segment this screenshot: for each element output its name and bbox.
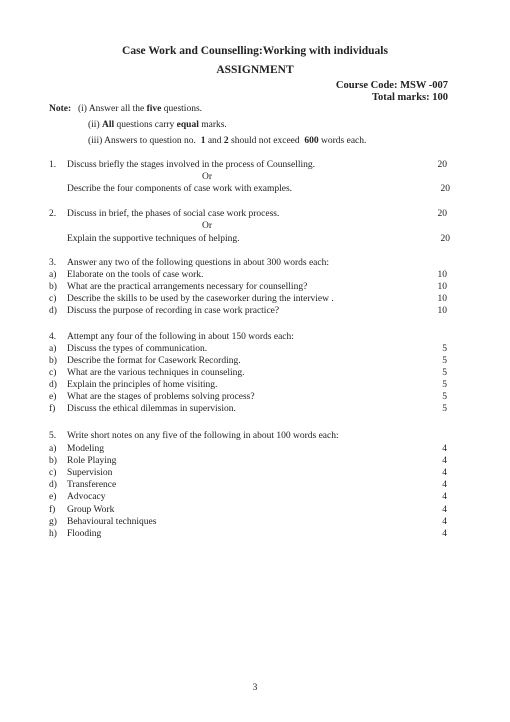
item-marks: 10	[437, 282, 447, 292]
item-label: f)	[49, 404, 56, 414]
item-text: Supervision	[67, 468, 113, 478]
item-marks: 4	[442, 456, 447, 466]
item-text: What are the practical arrangements necessary for counselling?	[67, 282, 308, 292]
question-number: 2.	[49, 209, 57, 219]
question-text: Discuss briefly the stages involved in the process of Counselling.	[67, 160, 316, 170]
item-marks: 4	[442, 444, 447, 454]
item-label: a)	[49, 344, 57, 354]
assignment-heading: ASSIGNMENT	[216, 64, 294, 76]
item-marks: 10	[437, 306, 447, 316]
item-marks: 10	[437, 270, 447, 280]
question-alternative-text: Describe the four components of case work with examples.	[67, 184, 293, 194]
note-line-1: (i) Answer all the five questions.	[78, 104, 203, 114]
item-label: a)	[49, 270, 57, 280]
item-text: What are the various techniques in counseling.	[67, 368, 245, 378]
or-separator: Or	[202, 221, 213, 231]
item-text: Role Playing	[67, 456, 117, 466]
question-text: Discuss in brief, the phases of social case work process.	[67, 209, 280, 219]
item-marks: 5	[442, 404, 447, 414]
item-marks: 5	[442, 356, 447, 366]
item-label: c)	[49, 368, 57, 378]
item-marks: 5	[442, 380, 447, 390]
item-text: Discuss the purpose of recording in case work practice?	[67, 306, 280, 316]
question-marks: 20	[437, 160, 447, 170]
item-label: b)	[49, 456, 57, 466]
or-separator: Or	[202, 172, 213, 182]
item-label: b)	[49, 356, 57, 366]
question-text: Write short notes on any five of the following in about 100 words each:	[67, 431, 339, 441]
question-text: Attempt any four of the following in about 150 words each:	[67, 332, 294, 342]
question-number: 3.	[49, 258, 57, 268]
item-label: d)	[49, 380, 57, 390]
question-text: Answer any two of the following questions in about 300 words each:	[67, 258, 329, 268]
question-number: 1.	[49, 160, 57, 170]
item-marks: 4	[442, 480, 447, 490]
item-marks: 4	[442, 468, 447, 478]
document-title: Case Work and Counselling:Working with individuals	[122, 45, 388, 57]
item-label: c)	[49, 294, 57, 304]
item-label: h)	[49, 529, 57, 539]
item-text: Elaborate on the tools of case work.	[67, 270, 204, 280]
item-marks: 4	[442, 517, 447, 527]
question-marks: 20	[437, 209, 447, 219]
item-label: f)	[49, 505, 56, 515]
item-text: Flooding	[67, 529, 102, 539]
question-alternative-marks: 20	[440, 184, 450, 194]
item-text: Behavioural techniques	[67, 517, 157, 527]
item-label: d)	[49, 480, 57, 490]
item-text: Transference	[67, 480, 117, 490]
item-marks: 5	[442, 368, 447, 378]
item-text: Describe the skills to be used by the caseworker during the interview .	[67, 294, 334, 304]
item-marks: 10	[437, 294, 447, 304]
item-marks: 4	[442, 505, 447, 515]
item-label: b)	[49, 282, 57, 292]
item-text: Modeling	[67, 444, 104, 454]
course-code: Course Code: MSW -007	[335, 80, 448, 91]
item-label: c)	[49, 468, 57, 478]
item-marks: 4	[442, 529, 447, 539]
item-text: Discuss the ethical dilemmas in supervision.	[67, 404, 236, 414]
page-number: 3	[252, 683, 258, 693]
item-text: Advocacy	[67, 492, 106, 502]
item-marks: 5	[442, 344, 447, 354]
note-label: Note:	[49, 104, 72, 114]
item-label: d)	[49, 306, 57, 316]
item-text: Group Work	[67, 505, 115, 515]
item-marks: 5	[442, 392, 447, 402]
item-label: a)	[49, 444, 57, 454]
total-marks: Total marks: 100	[371, 92, 448, 103]
item-text: Describe the format for Casework Recording.	[67, 356, 241, 366]
question-alternative-text: Explain the supportive techniques of helping.	[67, 234, 240, 244]
item-text: Discuss the types of communication.	[67, 344, 208, 354]
question-number: 4.	[49, 332, 57, 342]
note-line-2: (ii) All questions carry equal marks.	[88, 120, 227, 130]
item-marks: 4	[442, 492, 447, 502]
question-number: 5.	[49, 431, 57, 441]
item-label: e)	[49, 392, 57, 402]
item-text: Explain the principles of home visiting.	[67, 380, 218, 390]
note-line-3: (iii) Answers to question no. 1 and 2 should not exceed 600 words each.	[88, 136, 367, 146]
question-alternative-marks: 20	[440, 234, 450, 244]
item-label: g)	[49, 517, 57, 527]
item-label: e)	[49, 492, 57, 502]
item-text: What are the stages of problems solving process?	[67, 392, 255, 402]
